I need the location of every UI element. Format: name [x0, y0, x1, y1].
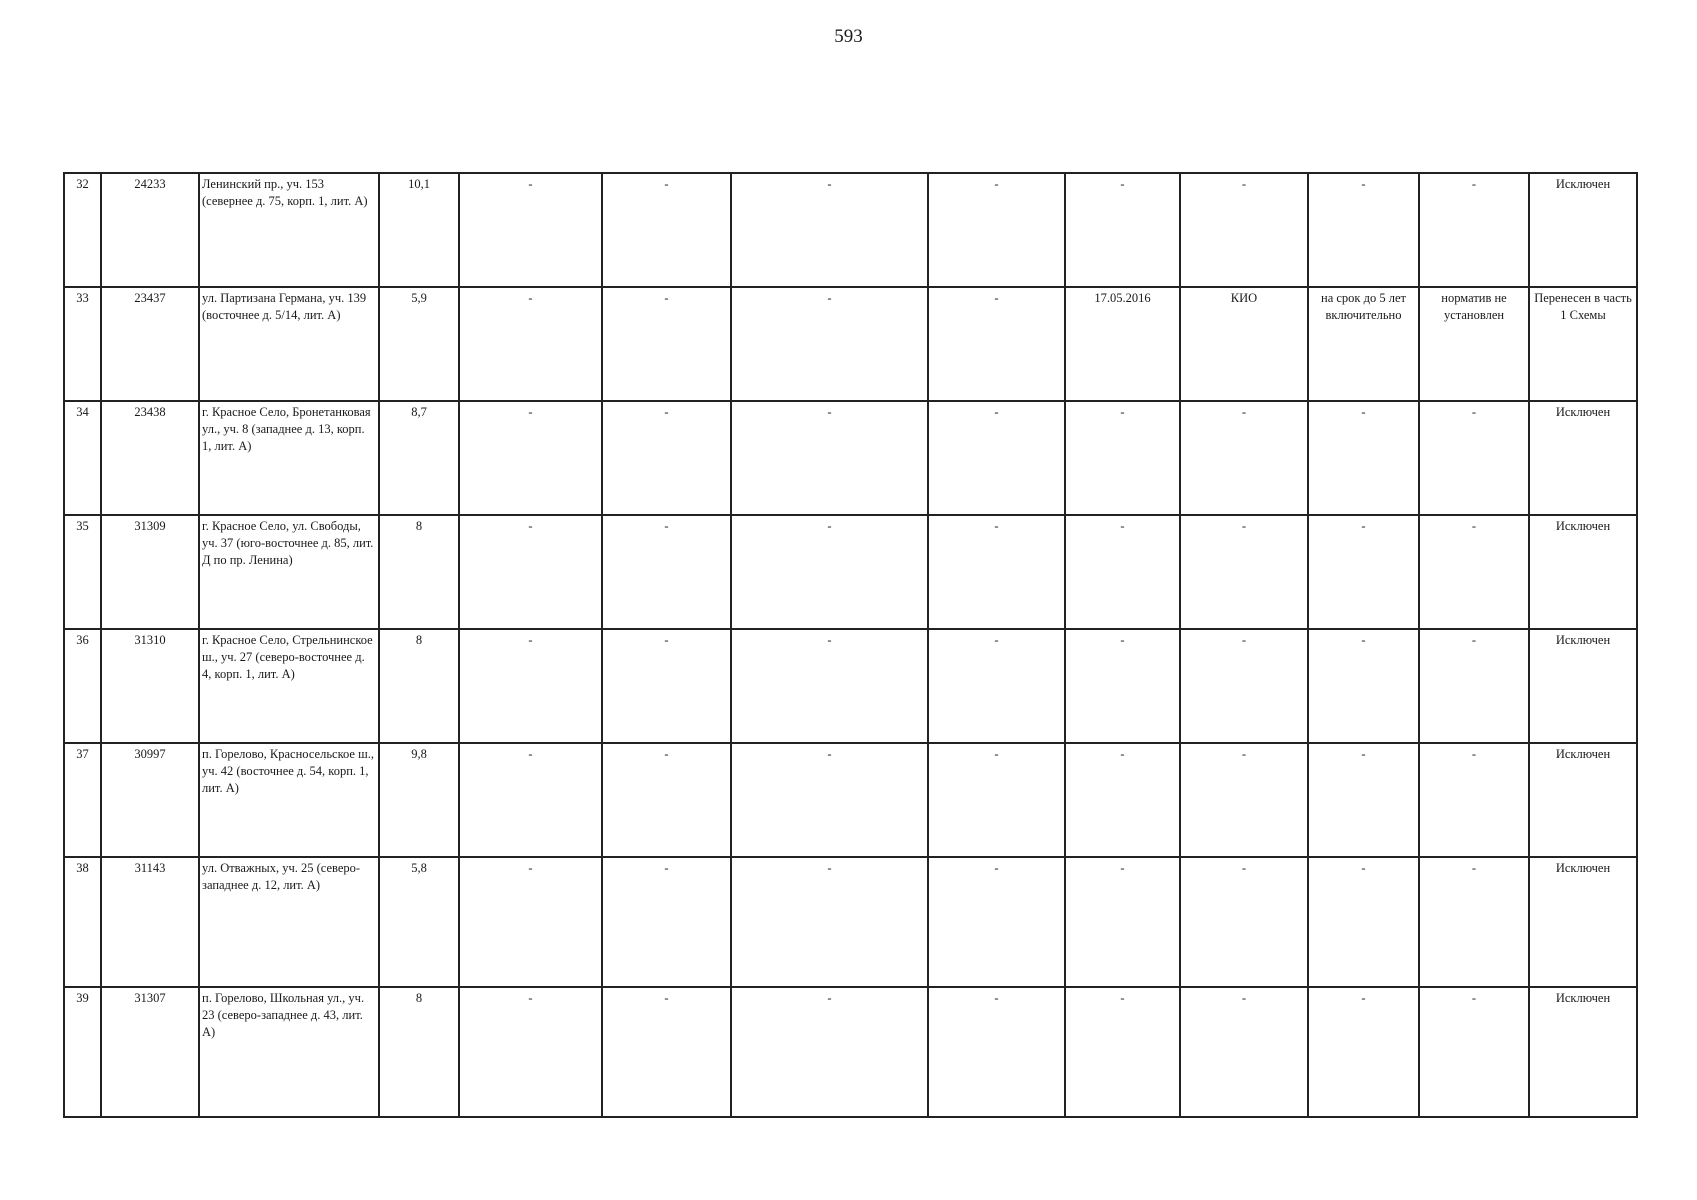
col8-cell: -	[928, 629, 1065, 743]
address-cell: Ленинский пр., уч. 153 (севернее д. 75, корп. 1, лит. А)	[199, 173, 379, 287]
col7-cell: -	[731, 743, 928, 857]
page-number: 593	[834, 26, 863, 47]
term-cell: -	[1308, 743, 1419, 857]
col8-cell: -	[928, 287, 1065, 401]
term-cell: -	[1308, 515, 1419, 629]
status-cell: Исключен	[1529, 173, 1637, 287]
term-cell: -	[1308, 857, 1419, 987]
term-cell: -	[1308, 987, 1419, 1117]
address-cell: ул. Партизана Германа, уч. 139 (восточнее д. 5/14, лит. А)	[199, 287, 379, 401]
address-cell: г. Красное Село, Бронетанковая ул., уч. 8 (западнее д. 13, корп. 1, лит. А)	[199, 401, 379, 515]
table-row	[64, 173, 1637, 287]
object-id-cell: 31310	[101, 629, 199, 743]
col7-cell: -	[731, 287, 928, 401]
status-cell: Исключен	[1529, 629, 1637, 743]
row-number-cell: 33	[64, 287, 101, 401]
col6-cell: -	[602, 857, 731, 987]
row-number-cell: 39	[64, 987, 101, 1117]
status-cell: Исключен	[1529, 515, 1637, 629]
norm-cell: -	[1419, 743, 1529, 857]
date-cell: -	[1065, 401, 1180, 515]
col5-cell: -	[459, 287, 602, 401]
data-table	[63, 172, 1638, 1118]
col8-cell: -	[928, 515, 1065, 629]
object-id-cell: 31307	[101, 987, 199, 1117]
norm-cell: -	[1419, 857, 1529, 987]
date-cell: -	[1065, 515, 1180, 629]
area-cell: 5,9	[379, 287, 459, 401]
table-body	[64, 173, 1637, 1117]
col7-cell: -	[731, 857, 928, 987]
col5-cell: -	[459, 987, 602, 1117]
status-cell: Исключен	[1529, 743, 1637, 857]
table-row	[64, 515, 1637, 629]
area-cell: 8,7	[379, 401, 459, 515]
col7-cell: -	[731, 629, 928, 743]
col5-cell: -	[459, 857, 602, 987]
col7-cell: -	[731, 401, 928, 515]
col5-cell: -	[459, 401, 602, 515]
table-row	[64, 401, 1637, 515]
col7-cell: -	[731, 987, 928, 1117]
authority-cell: -	[1180, 173, 1308, 287]
area-cell: 10,1	[379, 173, 459, 287]
authority-cell: -	[1180, 743, 1308, 857]
status-cell: Перенесен в часть 1 Схемы	[1529, 287, 1637, 401]
row-number-cell: 36	[64, 629, 101, 743]
authority-cell: -	[1180, 629, 1308, 743]
norm-cell: норматив не установлен	[1419, 287, 1529, 401]
norm-cell: -	[1419, 173, 1529, 287]
col5-cell: -	[459, 515, 602, 629]
authority-cell: -	[1180, 857, 1308, 987]
address-cell: г. Красное Село, ул. Свободы, уч. 37 (юго-восточнее д. 85, лит. Д по пр. Ленина)	[199, 515, 379, 629]
col6-cell: -	[602, 401, 731, 515]
norm-cell: -	[1419, 515, 1529, 629]
row-number-cell: 35	[64, 515, 101, 629]
area-cell: 9,8	[379, 743, 459, 857]
date-cell: -	[1065, 173, 1180, 287]
authority-cell: -	[1180, 515, 1308, 629]
norm-cell: -	[1419, 987, 1529, 1117]
table-row	[64, 743, 1637, 857]
date-cell: -	[1065, 743, 1180, 857]
date-cell: -	[1065, 857, 1180, 987]
col6-cell: -	[602, 515, 731, 629]
status-cell: Исключен	[1529, 987, 1637, 1117]
col8-cell: -	[928, 401, 1065, 515]
object-id-cell: 24233	[101, 173, 199, 287]
table-row	[64, 987, 1637, 1117]
term-cell: на срок до 5 лет включительно	[1308, 287, 1419, 401]
area-cell: 8	[379, 987, 459, 1117]
date-cell: 17.05.2016	[1065, 287, 1180, 401]
term-cell: -	[1308, 401, 1419, 515]
col6-cell: -	[602, 629, 731, 743]
row-number-cell: 38	[64, 857, 101, 987]
area-cell: 8	[379, 629, 459, 743]
address-cell: ул. Отважных, уч. 25 (северо-западнее д. 12, лит. А)	[199, 857, 379, 987]
status-cell: Исключен	[1529, 401, 1637, 515]
col6-cell: -	[602, 287, 731, 401]
col6-cell: -	[602, 987, 731, 1117]
area-cell: 5,8	[379, 857, 459, 987]
address-cell: г. Красное Село, Стрельнинское ш., уч. 27 (северо-восточнее д. 4, корп. 1, лит. А)	[199, 629, 379, 743]
object-id-cell: 30997	[101, 743, 199, 857]
col8-cell: -	[928, 173, 1065, 287]
col7-cell: -	[731, 173, 928, 287]
table-row	[64, 857, 1637, 987]
col6-cell: -	[602, 743, 731, 857]
col8-cell: -	[928, 743, 1065, 857]
object-id-cell: 23437	[101, 287, 199, 401]
object-id-cell: 31309	[101, 515, 199, 629]
term-cell: -	[1308, 173, 1419, 287]
authority-cell: -	[1180, 987, 1308, 1117]
status-cell: Исключен	[1529, 857, 1637, 987]
norm-cell: -	[1419, 401, 1529, 515]
col7-cell: -	[731, 515, 928, 629]
col6-cell: -	[602, 173, 731, 287]
date-cell: -	[1065, 987, 1180, 1117]
col5-cell: -	[459, 173, 602, 287]
area-cell: 8	[379, 515, 459, 629]
col5-cell: -	[459, 629, 602, 743]
address-cell: п. Горелово, Школьная ул., уч. 23 (северо-западнее д. 43, лит. А)	[199, 987, 379, 1117]
address-cell: п. Горелово, Красносельское ш., уч. 42 (восточнее д. 54, корп. 1, лит. А)	[199, 743, 379, 857]
norm-cell: -	[1419, 629, 1529, 743]
object-id-cell: 31143	[101, 857, 199, 987]
row-number-cell: 34	[64, 401, 101, 515]
table-row	[64, 287, 1637, 401]
table-row	[64, 629, 1637, 743]
col5-cell: -	[459, 743, 602, 857]
col8-cell: -	[928, 857, 1065, 987]
authority-cell: КИО	[1180, 287, 1308, 401]
authority-cell: -	[1180, 401, 1308, 515]
row-number-cell: 32	[64, 173, 101, 287]
object-id-cell: 23438	[101, 401, 199, 515]
col8-cell: -	[928, 987, 1065, 1117]
row-number-cell: 37	[64, 743, 101, 857]
date-cell: -	[1065, 629, 1180, 743]
term-cell: -	[1308, 629, 1419, 743]
